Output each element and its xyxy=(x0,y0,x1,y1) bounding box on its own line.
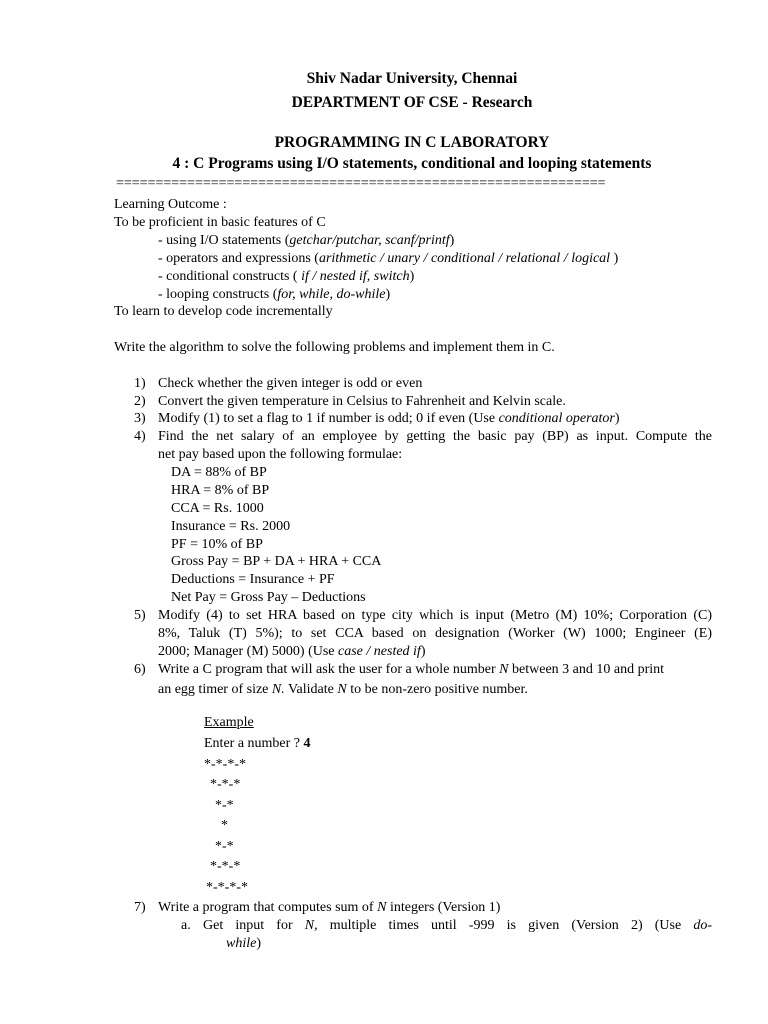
problem-text: 8%, Taluk (T) 5%); to set CCA based on designation (Worker (W) 1000; Engineer (E) xyxy=(158,626,712,641)
formula-line: DA = 88% of BP xyxy=(171,465,267,480)
formula-line: CCA = Rs. 1000 xyxy=(171,501,264,516)
department-name: DEPARTMENT OF CSE - Research xyxy=(291,94,533,111)
problem-text: Write a program that computes sum of N integers (Version 1) xyxy=(158,900,501,915)
problem-number: 1) xyxy=(134,376,146,391)
subitem-text: Get input for N, multiple times until -999 is given (Version 2) (Use do- xyxy=(203,918,712,933)
egg-timer-row: * xyxy=(221,818,228,833)
problem-number: 6) xyxy=(134,662,146,677)
formula-line: HRA = 8% of BP xyxy=(171,483,270,498)
example-prompt: Enter a number ? 4 xyxy=(204,736,311,751)
exercise-title: 4 : C Programs using I/O statements, conditional and looping statements xyxy=(172,155,652,172)
learning-outcome-closing: To learn to develop code incrementally xyxy=(114,304,333,319)
problem-number: 3) xyxy=(134,411,146,426)
separator-rule: ============================================================== xyxy=(116,176,606,191)
problem-text: net pay based upon the following formulae: xyxy=(158,447,403,462)
problem-text: Convert the given temperature in Celsius to Fahrenheit and Kelvin scale. xyxy=(158,394,566,409)
egg-timer-row: *-*-*-* xyxy=(204,757,246,772)
problem-text: Find the net salary of an employee by getting the basic pay (BP) as input. Compute the xyxy=(158,429,712,444)
problem-number: 2) xyxy=(134,394,146,409)
outcome-bullet: - operators and expressions (arithmetic / unary / conditional / relational / logical ) xyxy=(158,251,619,266)
egg-timer-row: *-*-* xyxy=(210,777,241,792)
problem-text: Modify (4) to set HRA based on type city which is input (Metro (M) 10%; Corporation (C) xyxy=(158,608,712,623)
formula-line: PF = 10% of BP xyxy=(171,537,263,552)
egg-timer-row: *-* xyxy=(215,798,234,813)
problem-text: 2000; Manager (M) 5000) (Use case / nested if) xyxy=(158,644,426,659)
instruction-text: Write the algorithm to solve the following problems and implement them in C. xyxy=(114,340,555,355)
formula-line: Gross Pay = BP + DA + HRA + CCA xyxy=(171,554,382,569)
problem-number: 5) xyxy=(134,608,146,623)
outcome-bullet: - looping constructs (for, while, do-while) xyxy=(158,287,391,302)
outcome-bullet: - conditional constructs ( if / nested if, switch) xyxy=(158,269,415,284)
example-label: Example xyxy=(204,715,254,730)
subitem-number: a. xyxy=(181,918,191,933)
problem-text: Modify (1) to set a flag to 1 if number is odd; 0 if even (Use conditional operator) xyxy=(158,411,620,426)
university-name: Shiv Nadar University, Chennai xyxy=(306,70,518,87)
subitem-text: while) xyxy=(226,936,262,951)
learning-outcome-label: Learning Outcome : xyxy=(114,197,227,212)
egg-timer-row: *-* xyxy=(215,839,234,854)
egg-timer-row: *-*-*-* xyxy=(206,880,248,895)
formula-line: Insurance = Rs. 2000 xyxy=(171,519,291,534)
problem-text: Check whether the given integer is odd or even xyxy=(158,376,423,391)
egg-timer-row: *-*-* xyxy=(210,859,241,874)
outcome-bullet: - using I/O statements (getchar/putchar, scanf/printf) xyxy=(158,233,455,248)
formula-line: Net Pay = Gross Pay – Deductions xyxy=(171,590,366,605)
course-title: PROGRAMMING IN C LABORATORY xyxy=(274,134,550,151)
problem-text: Write a C program that will ask the user for a whole number N between 3 and 10 and print xyxy=(158,662,665,677)
problem-number: 7) xyxy=(134,900,146,915)
formula-line: Deductions = Insurance + PF xyxy=(171,572,335,587)
problem-text: an egg timer of size N. Validate N to be non-zero positive number. xyxy=(158,682,528,697)
learning-outcome-intro: To be proficient in basic features of C xyxy=(114,215,326,230)
problem-number: 4) xyxy=(134,429,146,444)
